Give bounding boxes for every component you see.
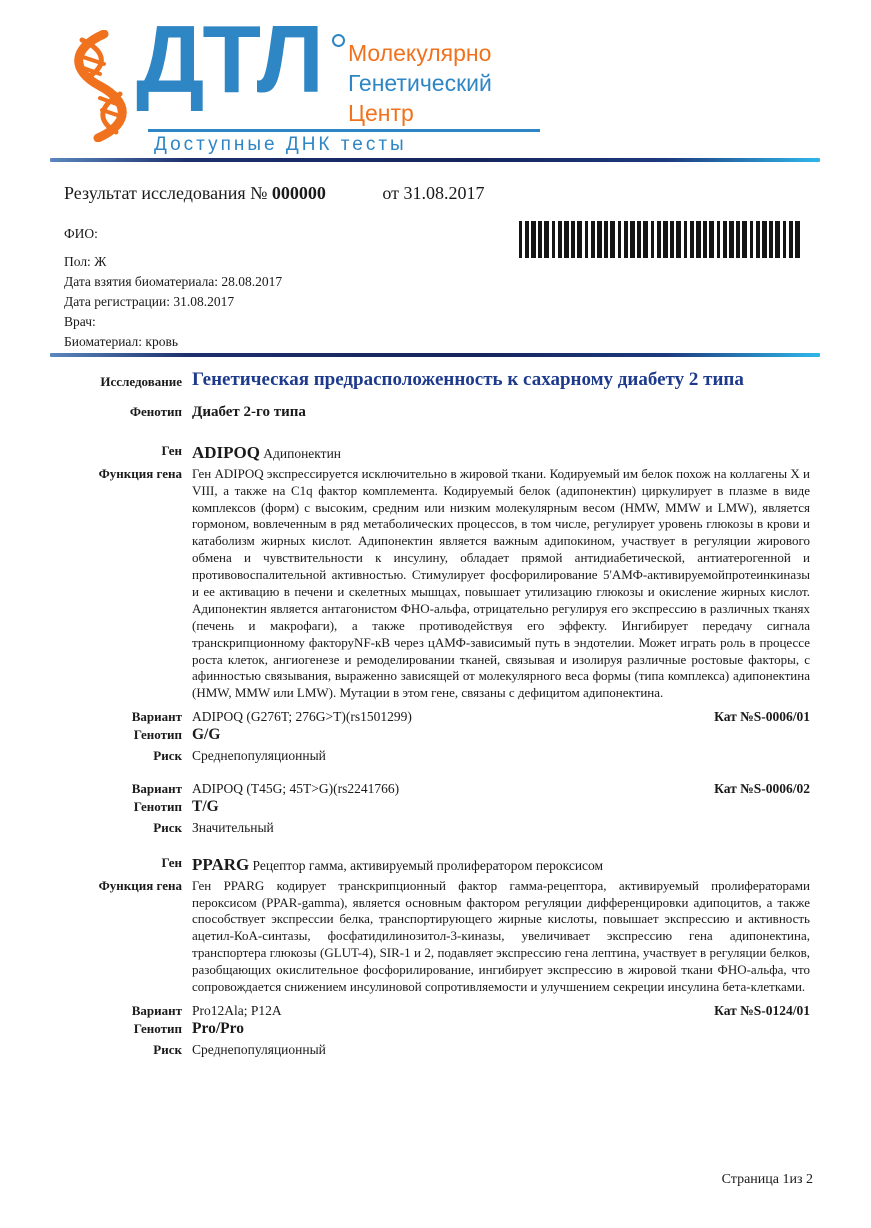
gene-function-row	[64, 878, 810, 996]
study-title: Генетическая предрасположенность к сахарному диабету 2 типа	[192, 369, 744, 390]
gene-row	[64, 855, 810, 875]
variant-label: Вариант	[131, 781, 182, 797]
catalog-number: Кат №S-0006/01	[714, 709, 810, 725]
phenotype-row	[64, 404, 810, 421]
tagline-line: Молекулярно	[348, 40, 492, 66]
gene-description: Рецептор гамма, активируемый пролифератором пероксисом	[252, 857, 604, 873]
risk-label: Риск	[153, 1041, 182, 1057]
study-row	[64, 369, 810, 392]
result-date: от 31.08.2017	[382, 183, 485, 203]
genotype-value: G/G	[192, 726, 221, 744]
variant-block	[64, 709, 810, 766]
risk-row	[64, 1040, 810, 1060]
risk-label: Риск	[153, 820, 182, 836]
tagline-line: Генетический	[348, 70, 492, 96]
catalog-number: Кат №S-0006/02	[714, 781, 810, 797]
divider-top	[50, 158, 820, 162]
patient-row-registration-date: Дата регистрации: 31.08.2017	[64, 294, 235, 309]
variant-label: Вариант	[131, 1002, 182, 1018]
gene-section-pparg	[64, 855, 810, 1060]
barcode	[519, 221, 812, 258]
genotype-row	[64, 725, 810, 746]
variant-block	[64, 1003, 810, 1060]
logo-acronym: ДТЛ	[136, 6, 322, 113]
study-label: Исследование	[100, 374, 182, 389]
gene-function-text: Ген PPARG кодирует транскрипционный фактор гамма-рецептора, активируемый пролифераторами пероксисом (PPAR-gamma), является основным фактором регуляции дифференцировки адипоцитов, а также способствует экспрессии белка, транспортирующего жирные кислоты, повышает экспрессию и активность ацетил-КоА-синтазы, фосфатидилинозитол-3-киназы, увеличивает экспрессию гена адипонектина, транспортера глюкозы (GLUT-4), SIR-1 и 2, подавляет экспрессию гена лептина, участвует в регуляции белков, разобщающих окислительное фосфорилирование, ингибирует экспрессию в жировой ткани ФНО-альфа, что сопровождается снижением инсулиновой сопротивляемости и улучшением секреции инсулина бета-клетками.	[192, 877, 810, 994]
variant-block	[64, 781, 810, 838]
catalog-number: Кат №S-0124/01	[714, 1002, 810, 1018]
gene-name: PPARG	[192, 854, 250, 874]
patient-row-sex: Пол: Ж	[64, 254, 107, 269]
dna-helix-icon	[60, 30, 142, 142]
logo-tagline	[348, 38, 492, 128]
gene-label: Ген	[161, 442, 182, 458]
result-label: Результат исследования №	[64, 183, 268, 203]
gene-description: Адипонектин	[263, 445, 342, 461]
genotype-row	[64, 1019, 810, 1040]
gene-function-text: Ген ADIPOQ экспрессируется исключительно в жировой ткани. Кодируемый им белок похож на коллагены X и VIII, а также на C1q фактор комплемента. Кодируемый белок (адипонектин) циркулирует в плазме в виде комплексов (форм) с высоким, средним или низким молекулярным весом (HMW, MMW и LMW), является гормоном, вовлеченным в ряд метаболических процессов, в том числе, регулирует уровень глюкозы в крови и катаболизм жирных кислот. Адипонектин является важным адипокином, участвует в регуляции жирового обмена и чувствительности к инсулину, обладает прямой антидиабетической, антиатерогенной и противовоспалительной активностью. Стимулирует фосфорилирование 5'АМФ-активируемойпротеинкиназы и ее активацию в печени и скелетных мышцах, повышает утилизацию глюкозы и окисление жирных кислот. Адипонектин является антагонистом ФНО-альфа, отрицательно регулируя его экспрессию в различных тканях (печень и макрофаги), а также противодействуя его эффекту. Ингибирует передачу сигнала транскрипционному факторуNF-кВ через цАМФ-зависимый путь в эндотелии. Может играть роль в процессе роста клеток, ангиогенезе и ремоделировании тканей, связывая и изолируя различные ростовые факторы, с афинностью связывания, выраженно зависящей от молекулярного веса формы (типа комплекса) адипонектина (HMW, MMW или LMW). Мутации в этом гене, связаны с дефицитом адипонектина.	[192, 465, 810, 701]
genotype-label: Генотип	[133, 727, 182, 743]
gene-function-row	[64, 466, 810, 702]
variant-value: ADIPOQ (G276T; 276G>T)(rs1501299)	[192, 709, 412, 725]
phenotype-value: Диабет 2-го типа	[192, 403, 306, 420]
gene-function-label: Функция гена	[98, 465, 182, 481]
gene-section-adipoq	[64, 443, 810, 839]
report-body	[64, 369, 810, 1076]
logo-underline	[148, 129, 540, 132]
genotype-value: Pro/Pro	[192, 1019, 244, 1037]
genotype-value: T/G	[192, 798, 219, 816]
genotype-row	[64, 797, 810, 818]
variant-row	[64, 781, 810, 797]
phenotype-label: Фенотип	[129, 403, 182, 419]
risk-value: Среднепопуляционный	[192, 748, 326, 764]
variant-row	[64, 709, 810, 725]
genotype-label: Генотип	[133, 799, 182, 815]
patient-row-doctor: Врач:	[64, 314, 96, 329]
page-number: Страница 1из 2	[721, 1172, 813, 1187]
logo	[60, 6, 580, 158]
gene-name: ADIPOQ	[192, 442, 260, 462]
variant-value: Pro12Ala; P12A	[192, 1002, 282, 1018]
variant-label: Вариант	[131, 709, 182, 725]
result-header	[64, 183, 485, 204]
patient-info	[64, 252, 282, 352]
risk-row	[64, 818, 810, 838]
variant-row	[64, 1003, 810, 1019]
patient-row-biomaterial: Биоматериал: кровь	[64, 334, 178, 349]
gene-function-label: Функция гена	[98, 877, 182, 893]
genotype-label: Генотип	[133, 1020, 182, 1036]
gene-row	[64, 443, 810, 463]
risk-label: Риск	[153, 748, 182, 764]
registered-mark-icon	[332, 34, 345, 47]
risk-row	[64, 746, 810, 766]
gene-label: Ген	[161, 854, 182, 870]
patient-row-sample-date: Дата взятия биоматериала: 28.08.2017	[64, 274, 283, 289]
risk-value: Среднепопуляционный	[192, 1041, 326, 1057]
divider-section	[50, 353, 820, 357]
logo-subtitle: Доступные ДНК тесты	[154, 134, 407, 155]
fio-label: ФИО:	[64, 226, 98, 241]
result-number: 000000	[271, 183, 326, 203]
risk-value: Значительный	[192, 820, 274, 836]
tagline-line: Центр	[348, 100, 414, 126]
variant-value: ADIPOQ (T45G; 45T>G)(rs2241766)	[192, 781, 400, 797]
